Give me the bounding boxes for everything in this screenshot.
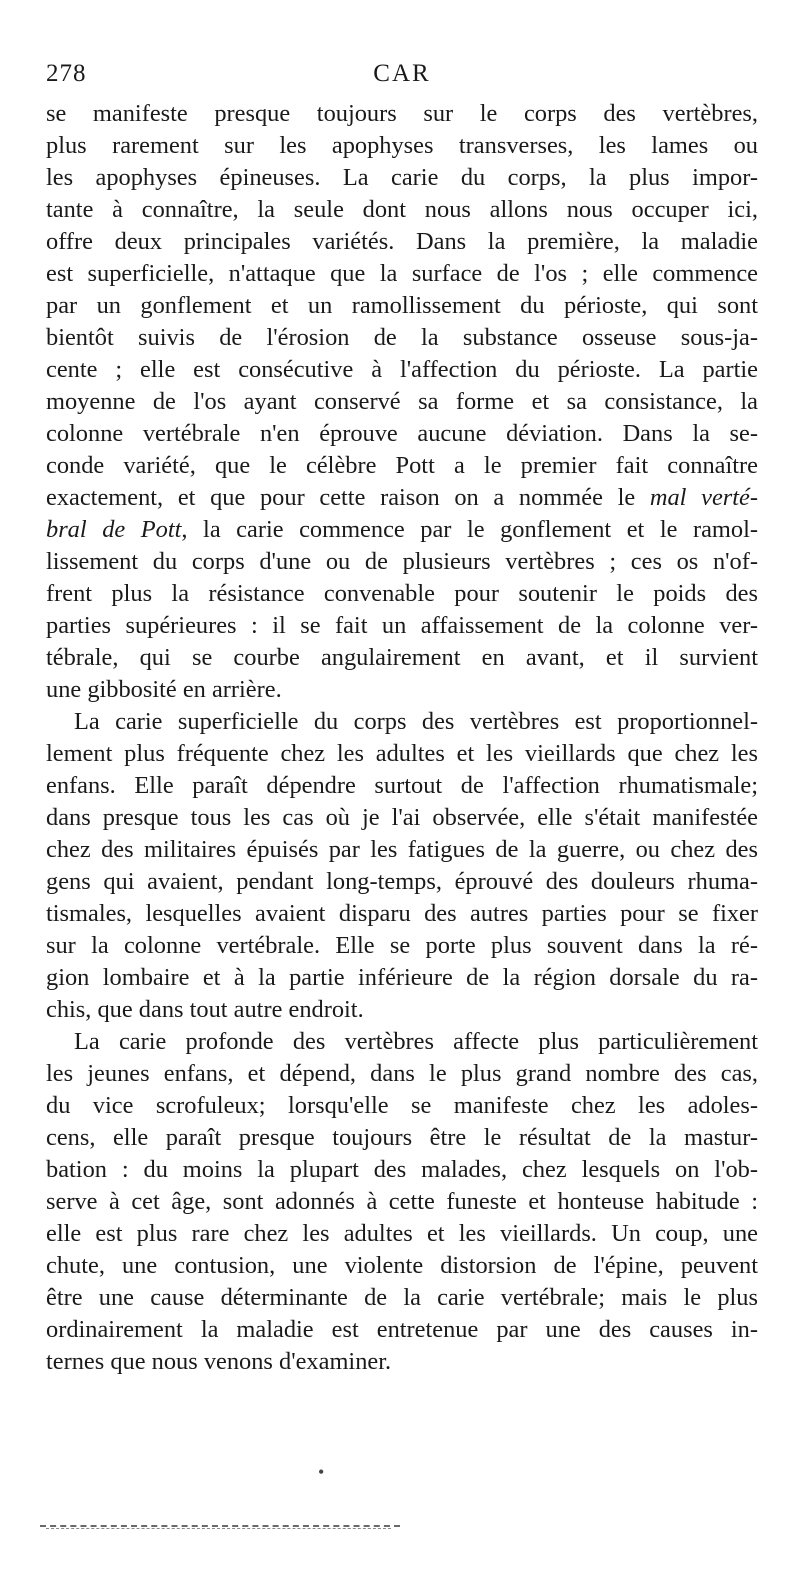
text-line: chez des militaires épuisés par les fatigues de la guerre, ou chez des	[46, 836, 758, 863]
text-line: sur la colonne vertébrale. Elle se porte plus souvent dans la ré-	[46, 932, 758, 959]
text-line: gion lombaire et à la partie inférieure de la région dorsale du ra-	[46, 964, 758, 991]
text-line: chis, que dans tout autre endroit.	[46, 996, 364, 1023]
text-line: être une cause déterminante de la carie vertébrale; mais le plus	[46, 1284, 758, 1311]
footer-mark: •	[318, 1462, 325, 1482]
text-line: ordinairement la maladie est entretenue par une des causes in-	[46, 1316, 758, 1343]
text-line: ternes que nous venons d'examiner.	[46, 1348, 392, 1375]
text-line: serve à cet âge, sont adonnés à cette funeste et honteuse habitude :	[46, 1188, 758, 1215]
text-line: bation : du moins la plupart des malades, chez lesquels on l'ob-	[46, 1156, 758, 1183]
text-line: plus rarement sur les apophyses transverses, les lames ou	[46, 132, 758, 159]
paragraph-2	[46, 706, 758, 1026]
footer-rule	[40, 1525, 400, 1527]
text-line: par un gonflement et un ramollissement du périoste, qui sont	[46, 292, 758, 319]
text-line: moyenne de l'os ayant conservé sa forme et sa consistance, la	[46, 388, 758, 415]
text-line: tébrale, qui se courbe angulairement en avant, et il survient	[46, 644, 758, 671]
text-line: bientôt suivis de l'érosion de la substance osseuse sous-ja-	[46, 324, 758, 351]
italic-term: mal verté-	[649, 484, 758, 511]
text-line: exactement, et que pour cette raison on a nommée le mal verté-	[46, 484, 758, 511]
text-line: du vice scrofuleux; lorsqu'elle se manifeste chez les adoles-	[46, 1092, 758, 1119]
text-line: colonne vertébrale n'en éprouve aucune déviation. Dans la se-	[46, 420, 758, 447]
text-line: La carie profonde des vertèbres affecte plus particulièrement	[74, 1028, 758, 1055]
page-number: 278	[46, 60, 87, 87]
text-line: cente ; elle est consécutive à l'affection du périoste. La partie	[46, 356, 758, 383]
text-line: est superficielle, n'attaque que la surface de l'os ; elle commence	[46, 260, 758, 287]
text-line: parties supérieures : il se fait un affaissement de la colonne ver-	[46, 612, 758, 639]
text-line: lissement du corps d'une ou de plusieurs vertèbres ; ces os n'of-	[46, 548, 758, 575]
text-line: une gibbosité en arrière.	[46, 676, 282, 703]
paragraph-3	[46, 1026, 758, 1378]
text-line: La carie superficielle du corps des vertèbres est proportionnel-	[74, 708, 758, 735]
text-line: gens qui avaient, pendant long-temps, éprouvé des douleurs rhuma-	[46, 868, 758, 895]
text-line: les jeunes enfans, et dépend, dans le plus grand nombre des cas,	[46, 1060, 758, 1087]
text-line: frent plus la résistance convenable pour soutenir le poids des	[46, 580, 758, 607]
text-line: les apophyses épineuses. La carie du corps, la plus impor-	[46, 164, 758, 191]
text-line: chute, une contusion, une violente distorsion de l'épine, peuvent	[46, 1252, 758, 1279]
text-line: tismales, lesquelles avaient disparu des autres parties pour se fixer	[46, 900, 758, 927]
running-head	[46, 60, 758, 96]
text-line: elle est plus rare chez les adultes et les vieillards. Un coup, une	[46, 1220, 758, 1247]
text-line: conde variété, que le célèbre Pott a le premier fait connaître	[46, 452, 758, 479]
text-line: enfans. Elle paraît dépendre surtout de l'affection rhumatismale;	[46, 772, 758, 799]
text-line: cens, elle paraît presque toujours être le résultat de la mastur-	[46, 1124, 758, 1151]
text-line: dans presque tous les cas où je l'ai observée, elle s'était manifestée	[46, 804, 758, 831]
text-line: se manifeste presque toujours sur le corps des vertèbres,	[46, 100, 758, 127]
body-text	[46, 98, 758, 1378]
text-line: bral de Pott, la carie commence par le gonflement et le ramol-	[46, 516, 758, 543]
italic-term: bral de Pott	[46, 516, 182, 543]
running-title: CAR	[373, 60, 431, 87]
text-line: offre deux principales variétés. Dans la première, la maladie	[46, 228, 758, 255]
paragraph-1	[46, 98, 758, 706]
footer-rule-secondary	[46, 1528, 391, 1529]
text-line: lement plus fréquente chez les adultes et les vieillards que chez les	[46, 740, 758, 767]
text-line: tante à connaître, la seule dont nous allons nous occuper ici,	[46, 196, 758, 223]
